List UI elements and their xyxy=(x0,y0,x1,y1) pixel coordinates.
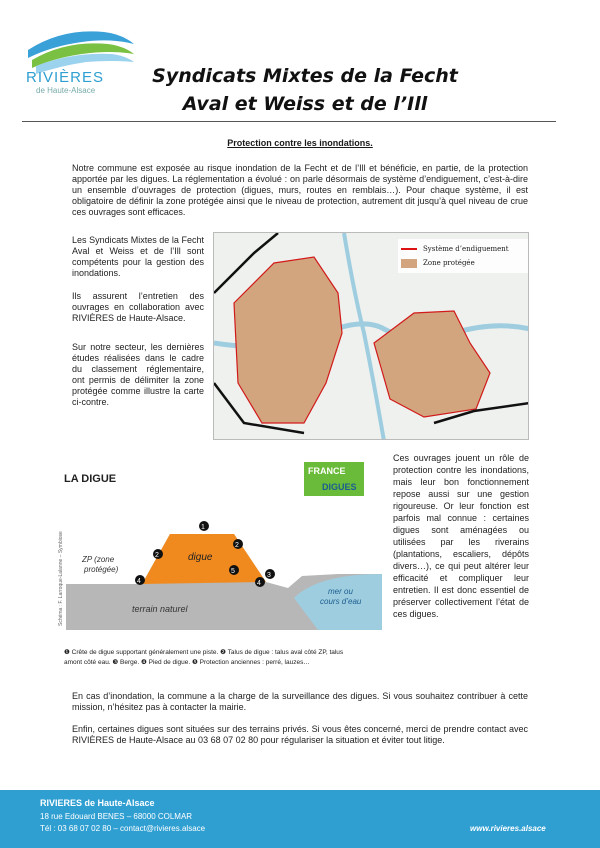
logo-name: RIVIÈRES xyxy=(26,69,105,86)
marker-3: 3 xyxy=(267,572,271,579)
france-digues-text-1: FRANCE xyxy=(308,466,346,476)
page-title xyxy=(140,62,470,118)
marker-4b: 4 xyxy=(257,580,261,587)
intro-paragraph: Notre commune est exposée au risque inondation de la Fecht et de l’Ill et bénéficie, en partie, de la protection apportée par les digues. La réglementation a évolué : on parle désormais de système d’endiguement, c’est-à-dire un ensemble d’ouvrages de protection (digues, murs, routes en remblais…). Pour chaque système, il est obligatoire de définir la zone protégée ainsi que le niveau de protection, autrement dit jusqu’à quel niveau de crue ces ouvrages sont efficaces. xyxy=(72,163,528,217)
marker-4a: 4 xyxy=(137,578,141,585)
legend-zone-label: Zone protégée xyxy=(423,259,475,267)
legend-line-label: Système d’endiguement xyxy=(423,245,509,253)
title-line-1: Syndicats Mixtes de la Fecht xyxy=(152,65,458,87)
france-digues-text-2: DIGUES xyxy=(322,482,357,492)
digue-title: LA DIGUE xyxy=(64,473,117,485)
caption-line-2: amont côté eau. ❸ Berge. ❹ Pied de digue. ❺ Protection anciennes : perré, lauzes… xyxy=(64,659,310,666)
marker-1: 1 xyxy=(201,524,205,531)
legend-line-swatch xyxy=(401,248,417,250)
map-legend xyxy=(398,239,528,273)
protected-zone-map xyxy=(213,232,529,440)
zp-label-2: protégée) xyxy=(84,565,119,574)
zp-label-1: ZP (zone xyxy=(82,555,115,564)
footer-address: 18 rue Edouard BENES – 68000 COLMAR xyxy=(40,812,193,821)
secteur-paragraph: Sur notre secteur, les dernières études réalisées dans le cadre du classement réglementaire, ont permis de délimiter la zone protégée comme illustre la carte ci-contre. xyxy=(72,342,204,407)
caption-line-1: ❶ Crête de digue supportant généralement une piste. ❷ Talus de digue : talus aval côté ZP, talus xyxy=(64,649,344,656)
marker-2a: 2 xyxy=(155,552,159,559)
rivieres-logo xyxy=(22,22,140,98)
marker-2b: 2 xyxy=(235,542,239,549)
footer xyxy=(0,790,600,848)
mer-label-1: mer ou xyxy=(328,587,353,596)
terrain-label: terrain naturel xyxy=(132,604,188,614)
diagram-credit: Schéma : F. Larroque-Lalanne – Symbiose xyxy=(58,531,64,626)
surveillance-paragraph: En cas d’inondation, la commune a la charge de la surveillance des digues. Si vous souhaitez contribuer à cette mission, n’hésitez pas à contacter la mairie. xyxy=(72,691,528,712)
marker-5: 5 xyxy=(231,568,235,575)
syndicats-paragraph: Les Syndicats Mixtes de la Fecht Aval et Weiss et de l’Ill sont compétents pour la gestion des inondations. xyxy=(72,235,204,278)
logo-subtitle: de Haute-Alsace xyxy=(36,86,96,95)
legend-zone-swatch xyxy=(401,259,417,268)
legend-zone-row xyxy=(401,256,525,270)
title-line-2: Aval et Weiss et de l’Ill xyxy=(182,93,428,115)
ouvrages-paragraph: Ces ouvrages jouent un rôle de protection contre les inondations, mais leur bon fonctionnement repose aussi sur une gestion rigoureuse. Or leur fonction est parfois mal connue : certaines digues sont aménagées ou utilisées par les riverains (plantations, escaliers, dépôts divers…), ce qui peut altérer leur efficacité et compliquer leur entretien. Il est donc essentiel de préserver collectivement l’état de ces digues. xyxy=(393,453,529,619)
digue-label: digue xyxy=(188,552,213,563)
mer-label-2: cours d’eau xyxy=(320,597,362,606)
footer-org: RIVIERES de Haute-Alsace xyxy=(40,798,155,808)
legend-line-row xyxy=(401,242,525,256)
terrains-paragraph: Enfin, certaines digues sont situées sur des terrains privés. Si vous êtes concerné, merci de prendre contact avec RIVIÈRES de Haute-Alsace au 03 68 07 02 80 pour régulariser la situation et éviter tout litige. xyxy=(72,724,528,745)
footer-contact: Tél : 03 68 07 02 80 – contact@rivieres.alsace xyxy=(40,824,206,833)
section-subtitle: Protection contre les inondations. xyxy=(227,138,373,148)
digue-diagram xyxy=(58,458,382,682)
footer-website[interactable]: www.rivieres.alsace xyxy=(470,824,546,833)
assurent-paragraph: Ils assurent l’entretien des ouvrages en collaboration avec RIVIÈRES de Haute-Alsace. xyxy=(72,291,204,323)
header-divider xyxy=(22,121,556,122)
